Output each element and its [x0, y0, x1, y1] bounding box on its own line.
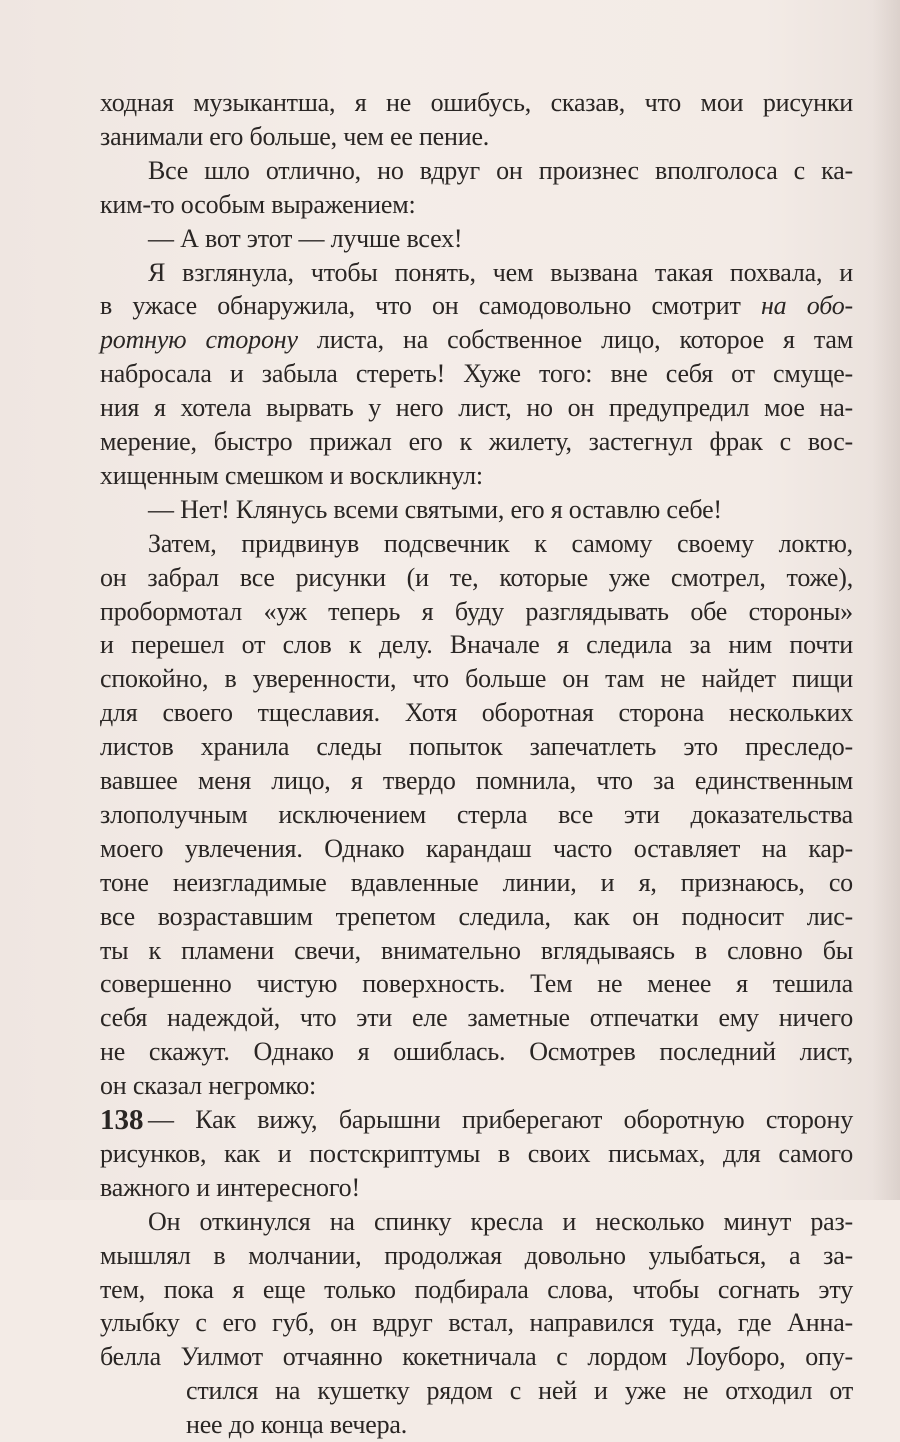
- text-line: [100, 967, 853, 1001]
- text-line: [100, 357, 853, 391]
- text-line: [148, 1103, 853, 1137]
- text-segment: занимали его больше, чем ее пение.: [100, 121, 490, 151]
- text-segment: стился на кушетку рядом с ней и уже не отходил от: [186, 1376, 853, 1406]
- text-line: [100, 1035, 853, 1069]
- text-line: [100, 595, 853, 629]
- text-segment: в ужасе обнаружила, что он самодовольно смотрит: [100, 291, 761, 321]
- text-line: [100, 900, 853, 934]
- text-segment: Все шло отлично, но вдруг он произнес вполголоса с ка-: [148, 155, 853, 185]
- text-segment: набросала и забыла стереть! Хуже того: вне себя от смуще-: [100, 359, 853, 389]
- text-line: [100, 188, 853, 222]
- page-edge-shadow: [872, 0, 900, 1200]
- text-segment: вавшее меня лицо, я твердо помнила, что за единственным: [100, 766, 853, 795]
- text-segment: ким-то особым выражением:: [100, 189, 416, 219]
- text-segment: совершенно чистую поверхность. Тем не менее я тешила: [100, 969, 853, 999]
- text-segment: — Нет! Клянусь всеми святыми, его я оставлю себе!: [148, 494, 722, 524]
- text-line: [148, 154, 853, 188]
- text-segment: улыбку с его губ, он вдруг встал, направился туда, где Анна-: [100, 1308, 853, 1338]
- text-segment: для своего тщеславия. Хотя оборотная сторона нескольких: [100, 698, 853, 728]
- text-segment: он сказал негромко:: [100, 1071, 317, 1101]
- text-line: [100, 391, 853, 425]
- text-line: [100, 934, 853, 968]
- text-line: [100, 561, 853, 595]
- text-line: [100, 1001, 853, 1035]
- text-line: [100, 1069, 853, 1103]
- text-segment: Я взглянула, чтобы понять, чем вызвана такая похвала, и: [148, 257, 853, 287]
- text-line: [100, 120, 853, 154]
- text-line: [100, 764, 853, 798]
- text-segment: ходная музыкантша, я не ошибусь, сказав, что мои рисунки: [100, 88, 853, 117]
- text-line: [100, 323, 853, 357]
- text-segment: пробормотал «уж теперь я буду разглядывать обе стороны»: [100, 596, 853, 626]
- text-segment: и перешел от слов к делу. Вначале я следила за ним почти: [100, 630, 853, 660]
- text-line: [100, 832, 853, 866]
- text-line: [100, 425, 853, 459]
- text-segment: тоне неизгладимые вдавленные линии, и я, признаюсь, со: [100, 867, 853, 897]
- italic-text: на обо-: [760, 291, 853, 321]
- text-segment: спокойно, в уверенности, что больше он там не найдет пищи: [100, 664, 853, 694]
- text-segment: нее до конца вечера.: [186, 1410, 408, 1440]
- text-line: [148, 527, 853, 561]
- text-line: [100, 628, 853, 662]
- text-segment: рисунков, как и постскриптумы в своих письмах, для самого: [100, 1138, 853, 1168]
- text-line: [100, 1273, 853, 1307]
- text-line: [148, 493, 853, 527]
- text-segment: важного и интересного!: [100, 1172, 360, 1202]
- text-segment: Затем, придвинув подсвечник к самому своему локтю,: [148, 528, 853, 558]
- text-segment: мерение, быстро прижал его к жилету, застегнул фрак с вос-: [100, 427, 853, 456]
- text-segment: — Как вижу, барышни приберегают оборотную сторону: [148, 1105, 853, 1134]
- text-segment: моего увлечения. Однако карандаш часто оставляет на кар-: [100, 833, 853, 863]
- text-line: [100, 662, 853, 696]
- text-line: [100, 1137, 853, 1171]
- text-segment: тем, пока я еще только подбирала слова, чтобы согнать эту: [100, 1274, 853, 1304]
- text-segment: он забрал все рисунки (и те, которые уже смотрел, тоже),: [100, 562, 853, 592]
- text-line: [100, 798, 853, 832]
- text-segment: себя надеждой, что эти еле заметные отпечатки ему ничего: [100, 1003, 853, 1033]
- text-line: [100, 1340, 853, 1374]
- text-segment: — А вот этот — лучше всех!: [148, 223, 463, 253]
- text-segment: ния я хотела вырвать у него лист, но он предупредил мое на-: [100, 393, 853, 423]
- text-segment: Он откинулся на спинку кресла и несколько минут раз-: [148, 1206, 853, 1236]
- text-line: [100, 86, 853, 120]
- text-segment: не скажут. Однако я ошиблась. Осмотрев последний лист,: [100, 1037, 853, 1067]
- text-line: [100, 459, 853, 493]
- text-segment: мышлял в молчании, продолжая довольно улыбаться, а за-: [100, 1240, 853, 1270]
- text-segment: листов хранила следы попыток запечатлеть это преследо-: [100, 732, 853, 762]
- text-line: [148, 256, 853, 290]
- page-number: 138: [100, 1104, 144, 1136]
- text-segment: листа, на собственное лицо, которое я там: [297, 325, 853, 355]
- text-segment: все возраставшим трепетом следила, как он подносит лис-: [100, 901, 853, 931]
- text-line: [100, 730, 853, 764]
- text-line: [100, 866, 853, 900]
- text-line: [148, 222, 853, 256]
- text-line: [148, 1205, 853, 1239]
- italic-text: ротную сторону: [100, 325, 298, 355]
- text-line: [100, 696, 853, 730]
- text-line: [186, 1408, 853, 1442]
- text-line: [100, 1306, 853, 1340]
- text-line: [186, 1374, 853, 1408]
- text-segment: белла Уилмот отчаянно кокетничала с лордом Лоуборо, опу-: [100, 1342, 853, 1372]
- text-segment: ты к пламени свечи, внимательно вглядываясь в словно бы: [100, 935, 853, 965]
- text-line: [100, 289, 853, 323]
- text-segment: злополучным исключением стерла все эти доказательства: [100, 799, 853, 829]
- text-segment: хищенным смешком и воскликнул:: [100, 460, 483, 490]
- text-line: [100, 1239, 853, 1273]
